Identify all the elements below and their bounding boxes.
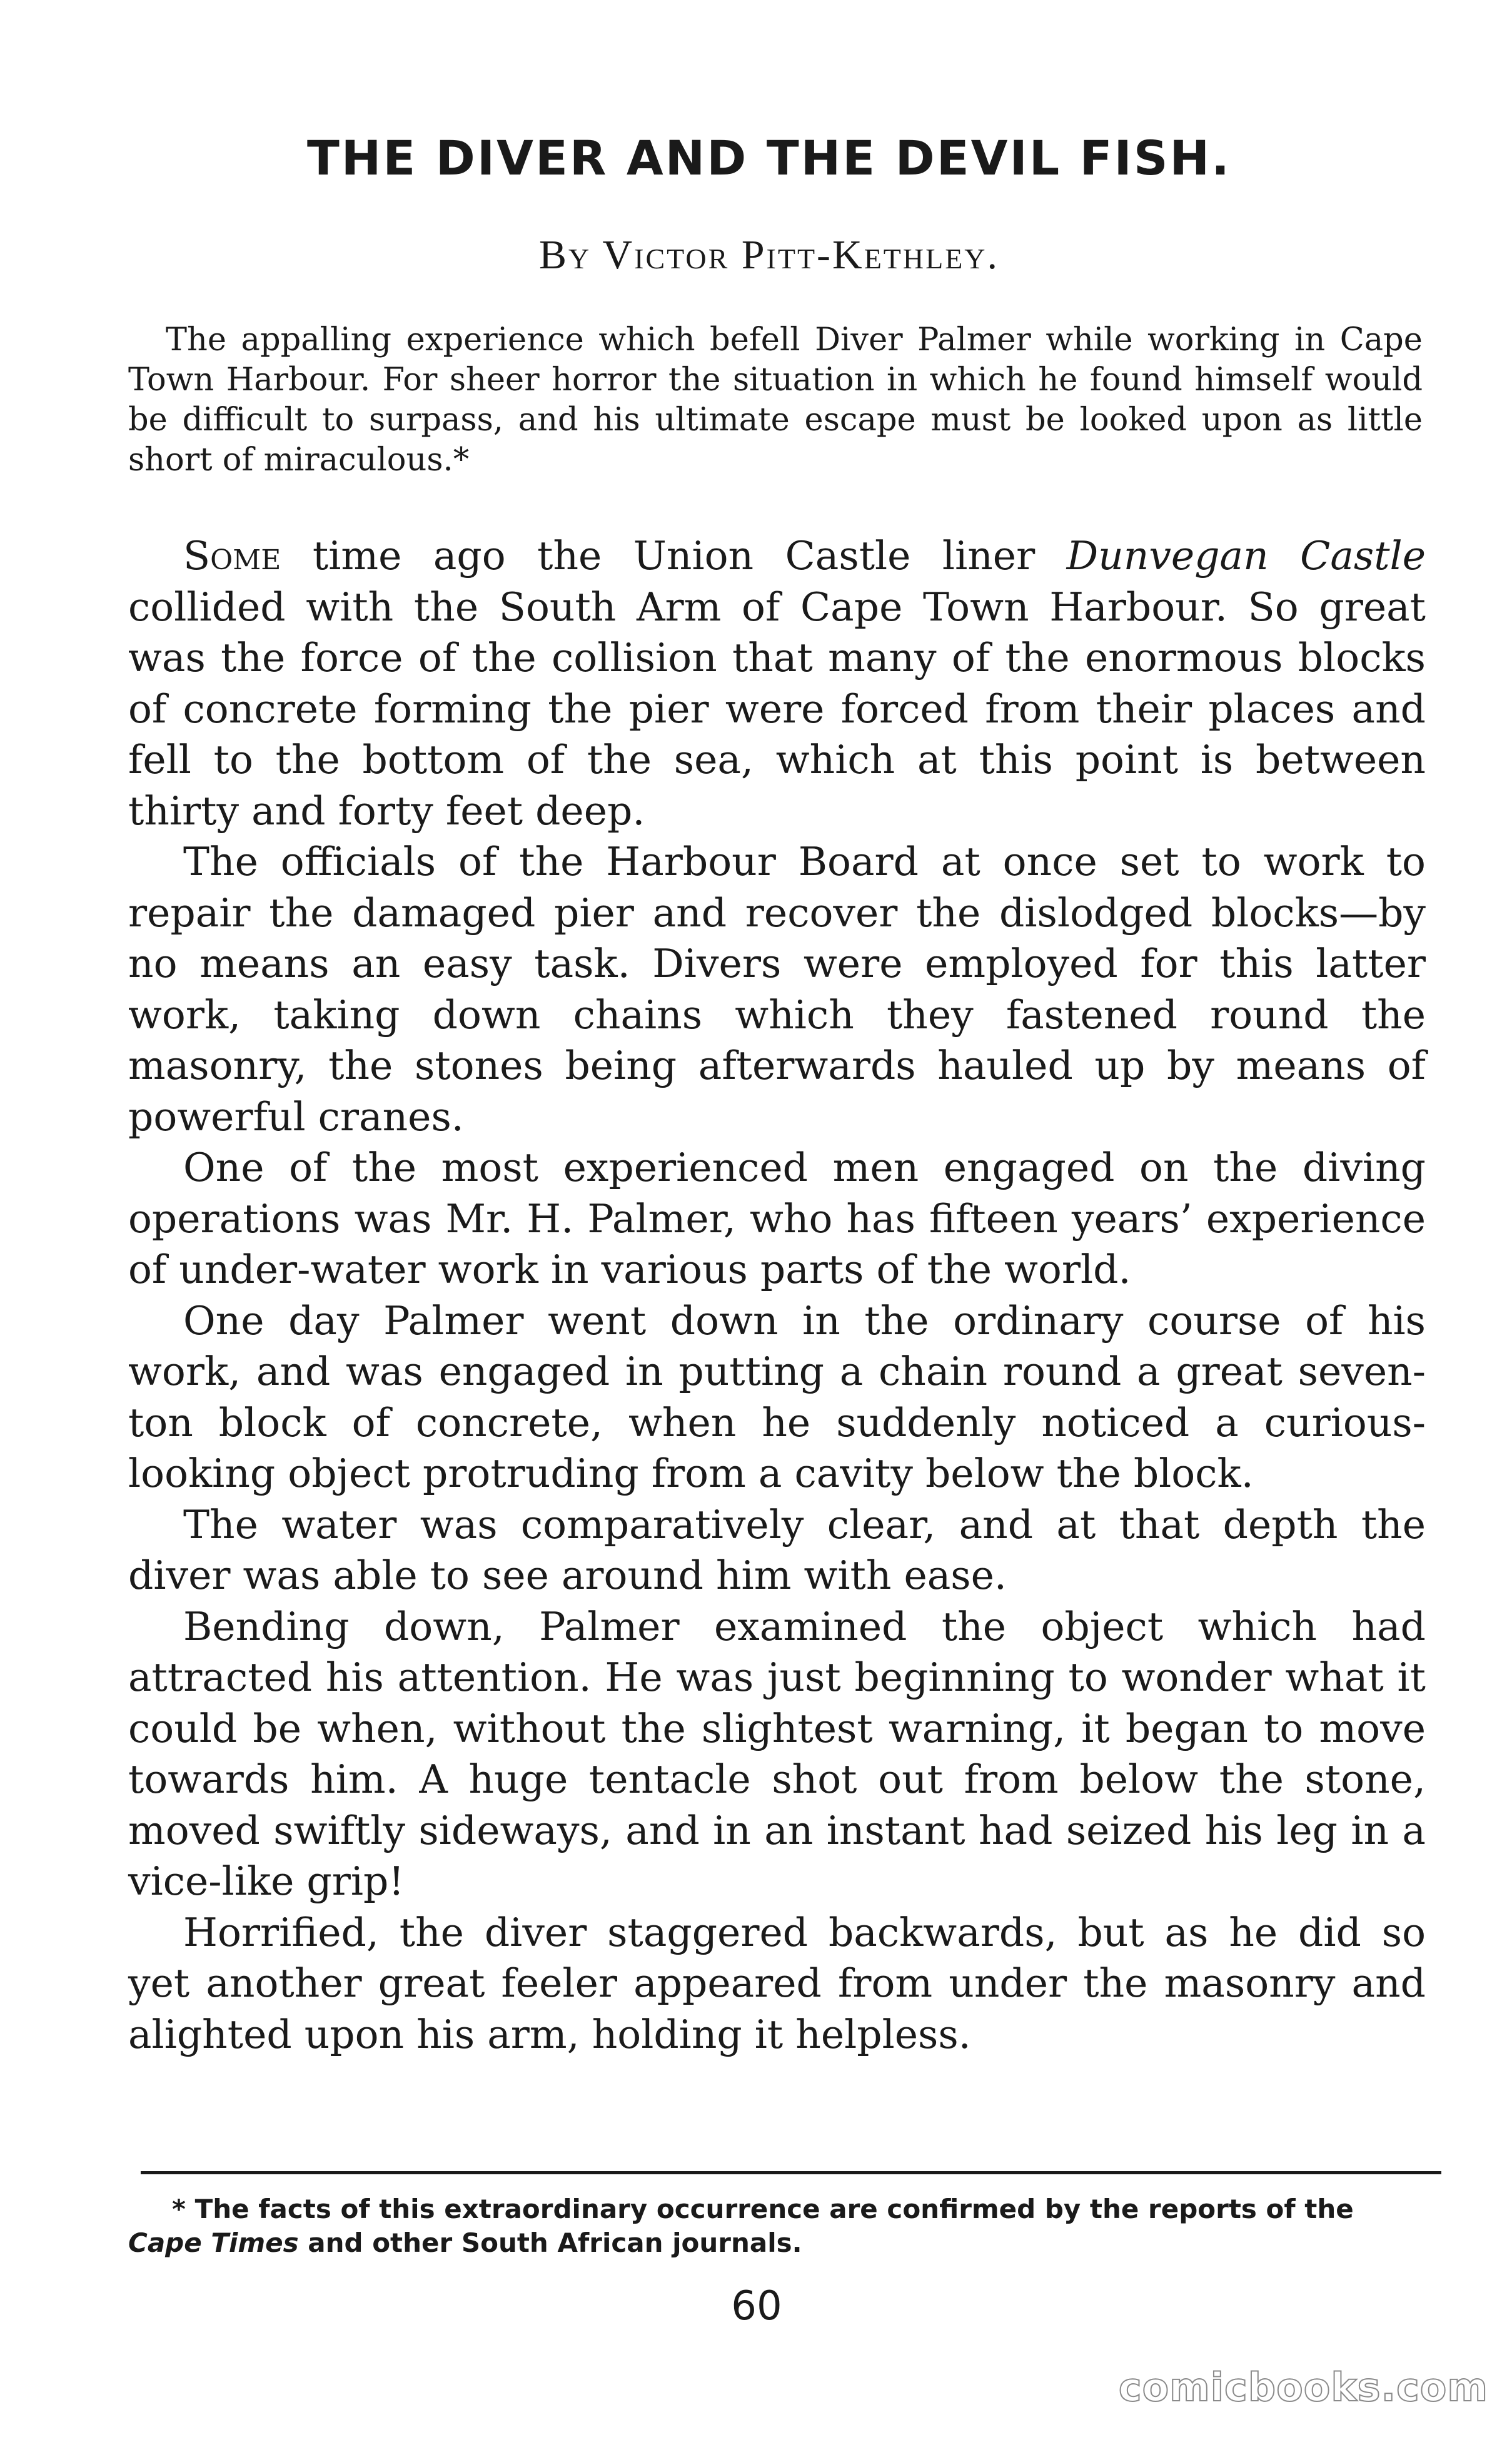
article-body <box>128 530 1426 2060</box>
newspaper-name: Cape Times <box>128 2227 299 2258</box>
footnote-marker: * <box>172 2194 186 2224</box>
article-intro <box>128 320 1423 480</box>
body-paragraph-5: The water was comparatively clear, and at that depth the diver was able to see around him with ease. <box>128 1501 1426 1598</box>
footnote-text: The facts of this extraordinary occurrence are confirmed by the reports of the <box>185 2194 1354 2224</box>
lead-word: Some <box>183 533 281 579</box>
footnote <box>128 2192 1435 2260</box>
body-paragraph-2: The officials of the Harbour Board at once set to work to repair the damaged pier and recover the dislodged blocks—by no means an easy task. Divers were employed for this latter work, taking down chains which they fastened round the masonry, the stones being afterwards hauled up by means of powerful cranes. <box>128 839 1426 1140</box>
body-paragraph-1 <box>128 530 1426 836</box>
footnote-divider <box>141 2171 1441 2174</box>
article-byline: By Victor Pitt-Kethley. <box>538 232 1000 278</box>
body-paragraph-3: One of the most experienced men engaged on the diving operations was Mr. H. Palmer, who has fifteen years’ experience of under-water work in various parts of the world. <box>128 1145 1426 1292</box>
body-paragraph-7: Horrified, the diver staggered backwards, but as he did so yet another great feeler appeared from under the masonry and alighted upon his arm, holding it helpless. <box>128 1909 1426 2057</box>
intro-text: The appalling experience which befell Diver Palmer while working in Cape Town Harbour. For sheer horror the situation in which he found himself would be difficult to surpass, and his ultimate escape must be looked upon as little short of miraculous.* <box>128 322 1423 479</box>
watermark: comicbooks.com <box>1118 2364 1488 2410</box>
paragraph-text: collided with the South Arm of Cape Town Harbour. So great was the force of the collision that many of the enormous blocks of concrete forming the pier were forced from their places and fell to the bottom of the sea, which at this point is between thirty and forty feet deep. <box>128 584 1426 834</box>
body-paragraph-4: One day Palmer went down in the ordinary course of his work, and was engaged in putting a chain round a great seven-ton block of concrete, when he suddenly noticed a curious-looking object protruding from a cavity below the block. <box>128 1297 1426 1496</box>
ship-name: Dunvegan Castle <box>1066 533 1426 579</box>
page-number: 60 <box>731 2283 782 2329</box>
article-title: THE DIVER AND THE DEVIL FISH. <box>306 130 1232 186</box>
body-paragraph-6: Bending down, Palmer examined the object which had attracted his attention. He was just beginning to wonder what it could be when, without the slightest warning, it began to move towards him. A huge tentacle shot out from below the stone, moved swiftly sideways, and in an instant had seized his leg in a vice-like grip! <box>128 1603 1426 1904</box>
paragraph-text: time ago the Union Castle liner <box>281 533 1067 579</box>
footnote-text: and other South African journals. <box>298 2227 802 2258</box>
